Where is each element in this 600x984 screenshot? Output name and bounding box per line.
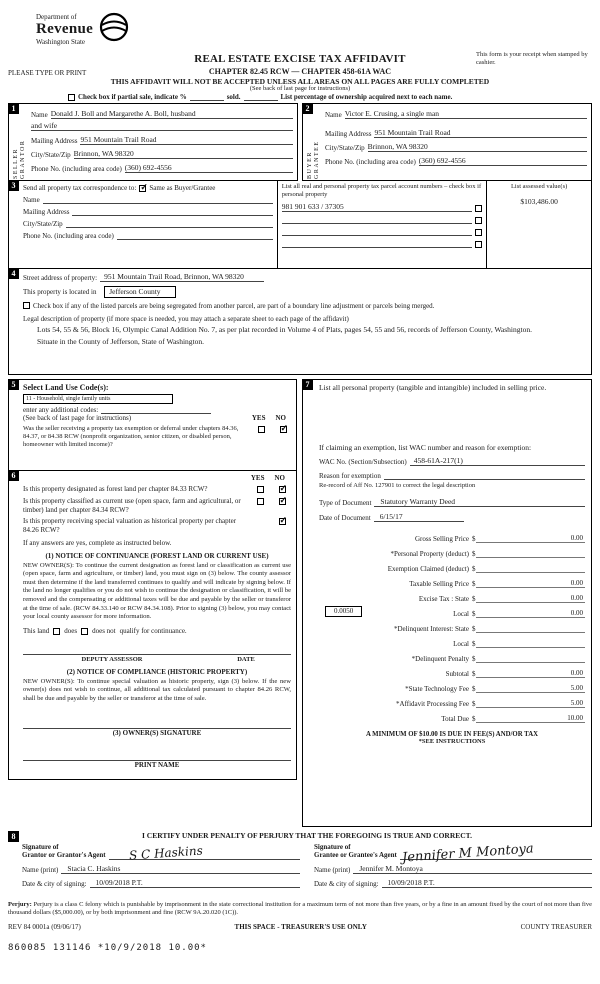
perjury-label: Perjury: (8, 901, 32, 908)
personal-property-checkbox-2[interactable] (475, 217, 482, 224)
currency-sign: $ (472, 639, 476, 648)
seller-grantor-side-label (10, 116, 28, 179)
county-treasurer-label: COUNTY TREASURER (520, 922, 592, 931)
sec5-yes-checkbox[interactable] (258, 426, 265, 433)
parcel-number-field-4[interactable] (282, 239, 473, 248)
currency-sign: $ (472, 594, 476, 603)
checkmark-icon: ✓ (279, 482, 288, 493)
buyer-phone-field[interactable]: (360) 692-4556 (419, 156, 587, 166)
processing-fee-value-field[interactable]: 5.00 (476, 699, 586, 708)
parcel-numbers-block (277, 181, 487, 268)
parcel-number-field[interactable]: 981 901 633 / 37305 (282, 202, 473, 212)
same-as-buyer-checkbox[interactable] (139, 182, 148, 192)
personal-property-checkbox-4[interactable] (475, 241, 482, 248)
money-row-excise-local (319, 603, 585, 618)
grantee-signature: Jennifer M Montoya (401, 841, 535, 866)
reason-label: Reason for exemption (319, 471, 381, 480)
currency-sign: $ (472, 684, 476, 693)
additional-codes-label: enter any additional codes: (23, 406, 99, 414)
excise-state-label: Excise Tax : State (418, 594, 469, 603)
total-due-label: Total Due (441, 714, 469, 723)
partial-sale-row (68, 93, 592, 101)
tax-correspondence-block (9, 181, 277, 268)
money-rows (319, 528, 585, 723)
seller-side-label-1: SELLER (12, 148, 19, 179)
ownership-label: List percentage of ownership acquired next to each name. (280, 93, 453, 101)
currency-sign: $ (472, 534, 476, 543)
grantor-signature-label (22, 843, 106, 860)
corr-city-field[interactable] (66, 220, 273, 228)
delinquent-interest-local-label: Local (453, 639, 469, 648)
money-row-exemption-deduct (319, 558, 585, 573)
header (8, 5, 592, 101)
grantor-signature-field[interactable] (109, 843, 300, 863)
situate-line[interactable]: Situate in the County of Jefferson, State of Washington. (37, 336, 205, 346)
type-or-print-label: PLEASE TYPE OR PRINT (8, 69, 87, 77)
does-label: does (64, 626, 78, 635)
grantee-signature-field[interactable] (400, 841, 592, 866)
sec5-no-header: NO (275, 414, 286, 422)
seller-name-field-line2[interactable]: and wife (31, 121, 293, 131)
section-4 (8, 269, 592, 375)
cashier-stamp: 860085 131146 *10/9/2018 10.00* (8, 942, 207, 953)
deputy-assessor-label: DEPUTY ASSESSOR (81, 655, 143, 663)
seller-name-label: Name (31, 111, 48, 119)
doc-type-field[interactable]: Statutory Warranty Deed (374, 497, 585, 507)
sec6-no-header: NO (274, 474, 285, 482)
grantor-name-field[interactable]: Stacia C. Haskins (61, 864, 300, 874)
partial-sale-label: Check box if partial sale, indicate % (78, 93, 187, 101)
corr-name-field[interactable] (43, 196, 273, 204)
does-not-checkbox[interactable] (81, 628, 88, 635)
see-instructions-note: *SEE INSTRUCTIONS (418, 737, 486, 745)
deputy-assessor-signature-line[interactable] (23, 645, 291, 655)
buyer-city-field[interactable]: Brinnon, WA 98320 (368, 142, 587, 152)
street-address-label: Street address of property: (23, 274, 98, 282)
money-row-processing-fee (319, 693, 585, 708)
grantor-signature: S C Haskins (128, 843, 203, 863)
assessed-header: List assessed value(s) (510, 183, 568, 190)
money-row-gross (319, 528, 585, 543)
see-back-note: (See back of last page for instructions) (249, 85, 351, 92)
personal-property-label: List all personal property (tangible and intangible) included in selling price. (319, 383, 547, 392)
grantor-sig-label-line1: Signature of (22, 843, 59, 851)
located-county-field[interactable]: Jefferson County (104, 286, 175, 298)
assessed-value-field[interactable]: $103,486.00 (520, 196, 558, 206)
section-8-badge: 8 (8, 831, 19, 842)
additional-codes-field[interactable] (101, 406, 211, 414)
checkmark-icon: ✓ (280, 422, 289, 433)
money-row-taxable (319, 573, 585, 588)
excise-state-value-field[interactable]: 0.00 (476, 594, 586, 603)
send-correspondence-label: Send all property tax correspondence to: (23, 184, 137, 192)
doc-date-label: Date of Document (319, 513, 371, 522)
land-use-code-field[interactable]: 11 - Household, single family units (23, 394, 173, 404)
current-use-question: Is this property classified as current use (open space, farm and agricultural, or timber) land per chapter 84.34 RCW? (23, 496, 241, 514)
buyer-grantee-side-label (304, 116, 322, 179)
money-row-delinquent-interest-state (319, 618, 585, 633)
tech-fee-value-field[interactable]: 5.00 (476, 684, 586, 693)
seller-city-label: City/State/Zip (31, 151, 71, 159)
section-6-badge: 6 (8, 470, 19, 481)
current-use-yes-checkbox[interactable] (257, 498, 264, 505)
personal-property-checkbox-1[interactable] (475, 205, 482, 212)
seller-phone-field[interactable]: (360) 692-4556 (125, 163, 293, 173)
sec5-yes-header: YES (251, 414, 266, 422)
processing-fee-label: *Affidavit Processing Fee (396, 699, 469, 708)
currency-sign: $ (472, 669, 476, 678)
currency-sign: $ (472, 564, 476, 573)
subtotal-value-field[interactable]: 0.00 (476, 669, 586, 678)
buyer-phone-label: Phone No. (including area code) (325, 158, 416, 166)
corr-phone-field[interactable] (117, 232, 273, 240)
local-rate-field[interactable]: 0.0050 (325, 606, 362, 617)
seller-side-label-2: GRANTOR (19, 139, 26, 179)
reason-field-value[interactable]: Re-record of Aff No. 127901 to correct the legal description (319, 481, 476, 489)
grantor-date-field[interactable]: 10/09/2018 P.T. (90, 878, 300, 888)
buyer-section (302, 103, 592, 181)
forest-no-checkbox[interactable] (279, 482, 288, 493)
section-6 (8, 470, 297, 780)
segregated-checkbox[interactable] (23, 302, 30, 309)
page-title: REAL ESTATE EXCISE TAX AFFIDAVIT (194, 53, 406, 65)
buyer-mailing-label: Mailing Address (325, 130, 372, 138)
gross-label: Gross Selling Price (414, 534, 469, 543)
notice-continuance-body: NEW OWNER(S): To continue the current designation as forest land or classification as current use (open space, farm and agriculture, or timber) land, you must sign on (3) below. The county assessor must then determine if the land transferred continues to qualify and will indicate by signing below. If the land no longer qualifies or you do not wish to continue the designation or classification, it will be removed and the compensating or additional taxes will be due and payable by the seller or transferor at the time of sale. (RCW 84.33.140 or RCW 84.34.108). Prior to signing (3) below, you may contact your local county assessor for more information. (23, 561, 291, 621)
treasurer-space-label: THIS SPACE - TREASURER'S USE ONLY (234, 922, 367, 931)
warning-line: THIS AFFIDAVIT WILL NOT BE ACCEPTED UNLESS ALL AREAS ON ALL PAGES ARE FULLY COMPLETED (110, 77, 490, 86)
historic-no-checkbox[interactable] (279, 515, 288, 526)
excise-local-label: Local (453, 609, 469, 618)
reason-field-line[interactable] (384, 472, 585, 480)
grantee-sig-label-line1: Signature of (314, 843, 351, 851)
minimum-due-note: A MINIMUM OF $10.00 IS DUE IN FEE(S) AND/OR TAX (365, 730, 539, 738)
money-row-total-due (319, 708, 585, 723)
grantee-name-field[interactable]: Jennifer M. Montoya (353, 864, 592, 874)
ownership-percent-field[interactable] (244, 93, 278, 101)
buyer-name-field[interactable]: Victor E. Crusing, a single man (345, 109, 587, 119)
wac-label: WAC No. (Section/Subsection) (319, 457, 407, 466)
grantee-signature-block (314, 843, 592, 888)
seller-name-field[interactable]: Donald J. Boll and Margarethe A. Boll, husband (51, 109, 293, 119)
gross-value-field[interactable]: 0.00 (476, 534, 586, 543)
doc-date-field[interactable]: 6/15/17 (374, 512, 464, 522)
receipt-note: This form is your receipt when stamped by cashier. (476, 51, 588, 67)
personal-deduct-label: *Personal Property (deduct) (390, 549, 469, 558)
notice-continuance-title: (1) NOTICE OF CONTINUANCE (FOREST LAND OR CURRENT USE) (45, 551, 269, 560)
buyer-side-label-2: GRANTEE (313, 140, 320, 179)
parcel-number-field-2[interactable] (282, 215, 473, 224)
seller-phone-label: Phone No. (including area code) (31, 165, 122, 173)
owners-signature-label: (3) OWNER(S) SIGNATURE (112, 729, 202, 738)
exemption-label: If claiming an exemption, list WAC number and reason for exemption: (319, 442, 532, 452)
print-name-line[interactable] (23, 751, 291, 761)
rev-form-number: REV 84 0001a (09/06/17) (8, 922, 81, 931)
grantee-date-field[interactable]: 10/09/2018 P.T. (382, 878, 592, 888)
dept-revenue-logo-block (36, 13, 131, 46)
perjury-notice (8, 901, 592, 918)
grantor-signature-block (22, 843, 300, 888)
sec5-no-checkbox[interactable] (280, 422, 289, 433)
section-7 (302, 379, 592, 827)
currency-sign: $ (472, 579, 476, 588)
middle-columns (8, 379, 592, 827)
grantee-sig-label-line2: Grantee or Grantee's Agent (314, 851, 397, 860)
forest-land-question: Is this property designated as forest land per chapter 84.33 RCW? (23, 485, 208, 493)
corr-mailing-label: Mailing Address (23, 208, 70, 216)
located-row (23, 286, 585, 298)
chapter-line: CHAPTER 82.45 RCW — CHAPTER 458-61A WAC (208, 67, 392, 76)
current-use-no-checkbox[interactable] (279, 494, 288, 505)
personal-property-field[interactable] (319, 393, 585, 443)
partial-sale-percent-field[interactable] (190, 93, 224, 101)
right-column (302, 379, 592, 827)
section-3 (8, 181, 592, 269)
dept-line3: Washington State (36, 38, 86, 46)
this-land-label: This land (23, 626, 50, 635)
left-column (8, 379, 297, 780)
located-label: This property is located in (23, 288, 97, 296)
land-use-title: Select Land Use Code(s): (23, 383, 109, 392)
exemption-deduct-label: Exemption Claimed (deduct) (387, 564, 469, 573)
delinquent-interest-state-label: *Delinquent Interest: State (393, 624, 469, 633)
section-1-badge: 1 (8, 103, 19, 114)
sec6-yes-header: YES (250, 474, 265, 482)
currency-sign: $ (472, 699, 476, 708)
money-row-personal-deduct (319, 543, 585, 558)
same-as-buyer-label: Same as Buyer/Grantee (149, 184, 216, 192)
legal-description-field[interactable]: Lots 54, 55 & 56, Block 16, Olympic Canal Addition No. 7, as per plat recorded in Volume 4 of Plats, pages 54, 55 and 56, records of Jefferson County, Washington. (37, 324, 532, 334)
buyer-side-label-1: BUYER (306, 151, 313, 179)
buyer-name-label: Name (325, 111, 342, 119)
currency-sign: $ (472, 609, 476, 618)
corr-phone-label: Phone No. (including area code) (23, 232, 114, 240)
grantee-signature-label (314, 843, 397, 860)
footer-row (8, 923, 592, 931)
section-2-badge: 2 (302, 103, 313, 114)
dept-line2: Revenue (36, 21, 94, 37)
grantor-sig-label-line2: Grantor or Grantor's Agent (22, 851, 106, 860)
total-due-value-field[interactable]: 10.00 (476, 714, 586, 723)
deputy-date-label: DATE (237, 655, 255, 663)
checkmark-icon: ✓ (140, 182, 148, 192)
currency-sign: $ (472, 654, 476, 663)
section-5-badge: 5 (8, 379, 19, 390)
dept-line1: Department of (36, 13, 77, 21)
excise-local-value-field[interactable]: 0.00 (476, 609, 586, 618)
corr-mailing-field[interactable] (72, 208, 272, 216)
buyer-city-label: City/State/Zip (325, 144, 365, 152)
corr-name-label: Name (23, 196, 40, 204)
section-4-badge: 4 (8, 268, 19, 279)
section-8 (8, 831, 592, 897)
grantor-date-label: Date & city of signing: (22, 879, 87, 888)
checkmark-icon: ✓ (279, 494, 288, 505)
parcel-number-field-3[interactable] (282, 227, 473, 236)
personal-property-checkbox-3[interactable] (475, 229, 482, 236)
qualify-label: qualify for continuance. (119, 626, 187, 635)
perjury-text: Perjury is a class C felony which is punishable by imprisonment in the state correctional institution for a maximum term of not more than five years, or by a fine in an amount fixed by the court of not more than five thousand dollars ($5,000.00), or by both imprisonment and fine (RCW 9A.20.020 (1C)). (8, 901, 593, 917)
seller-city-field[interactable]: Brinnon, WA 98320 (74, 149, 293, 159)
if-yes-note: If any answers are yes, complete as instructed below. (23, 538, 172, 547)
grantee-date-label: Date & city of signing: (314, 879, 379, 888)
money-row-excise-state (319, 588, 585, 603)
currency-sign: $ (472, 549, 476, 558)
owners-signature-line[interactable] (23, 719, 291, 729)
notice-compliance-body: NEW OWNER(S): To continue special valuation as historic property, sign (3) below. If the new owner(s) does not wish to continue, all additional tax calculated pursuant to chapter 84.26 RCW, shall be due and payable by the seller or transferor at the time of sale. (23, 677, 291, 702)
buyer-mailing-field[interactable]: 951 Mountain Trail Road (374, 128, 587, 138)
grantor-name-print-label: Name (print) (22, 865, 59, 874)
section-7-badge: 7 (302, 379, 313, 390)
parties-row (8, 103, 592, 181)
currency-sign: $ (472, 714, 476, 723)
seller-mailing-field[interactable]: 951 Mountain Trail Road (80, 135, 293, 145)
tech-fee-label: *State Technology Fee (405, 684, 469, 693)
currency-sign: $ (472, 624, 476, 633)
street-address-field[interactable]: 951 Mountain Trail Road, Brinnon, WA 98320 (100, 272, 264, 282)
revenue-logo-icon (97, 11, 131, 43)
wac-field[interactable]: 458-61A-217(1) (410, 456, 585, 466)
section-5 (8, 379, 297, 471)
taxable-label: Taxable Selling Price (409, 579, 469, 588)
taxable-value-field[interactable]: 0.00 (476, 579, 586, 588)
partial-sale-checkbox[interactable] (68, 94, 75, 101)
money-row-subtotal (319, 663, 585, 678)
forest-yes-checkbox[interactable] (257, 486, 264, 493)
dept-text (36, 13, 93, 46)
does-not-label: does not (92, 626, 116, 635)
section-3-badge: 3 (8, 180, 19, 191)
sold-label: sold. (226, 93, 241, 101)
seller-mailing-label: Mailing Address (31, 137, 78, 145)
certify-statement: I CERTIFY UNDER PENALTY OF PERJURY THAT THE FOREGOING IS TRUE AND CORRECT. (141, 831, 472, 840)
historic-question: Is this property receiving special valuation as historical property per chapter 84.26 RCW? (23, 517, 237, 534)
parcel-header: List all real and personal property tax parcel account numbers – check box if personal property (281, 183, 482, 198)
money-row-delinquent-interest-local (319, 633, 585, 648)
print-name-label: PRINT NAME (134, 761, 180, 770)
segregated-label: Check box if any of the listed parcels are being segregated from another parcel, are part of a boundary line adjustment or parcels being merged. (33, 302, 435, 310)
assessed-value-block (486, 181, 591, 268)
legal-description-label: Legal description of property (if more space is needed, you may attach a separate sheet to each page of the affidavit) (23, 314, 349, 323)
checkmark-icon: ✓ (279, 515, 288, 526)
notice-compliance-title: (2) NOTICE OF COMPLIANCE (HISTORIC PROPERTY) (66, 667, 248, 676)
subtotal-label: Subtotal (445, 669, 469, 678)
continuance-qualify-row (23, 627, 291, 635)
doc-type-label: Type of Document (319, 498, 372, 507)
sec5-question: Was the seller receiving a property tax exemption or deferral under chapters 84.36, 84.37, or 84.38 RCW (nonprofit organization, senior citizen, or disabled person, homeowner with limited income)? (23, 425, 239, 449)
money-row-delinquent-penalty (319, 648, 585, 663)
delinquent-penalty-label: *Delinquent Penalty (411, 654, 469, 663)
money-row-tech-fee (319, 678, 585, 693)
grantee-name-print-label: Name (print) (314, 865, 351, 874)
does-checkbox[interactable] (53, 628, 60, 635)
corr-city-label: City/State/Zip (23, 220, 63, 228)
sec5-see-back: (See back of last page for instructions) (23, 414, 132, 422)
seller-section (8, 103, 298, 181)
